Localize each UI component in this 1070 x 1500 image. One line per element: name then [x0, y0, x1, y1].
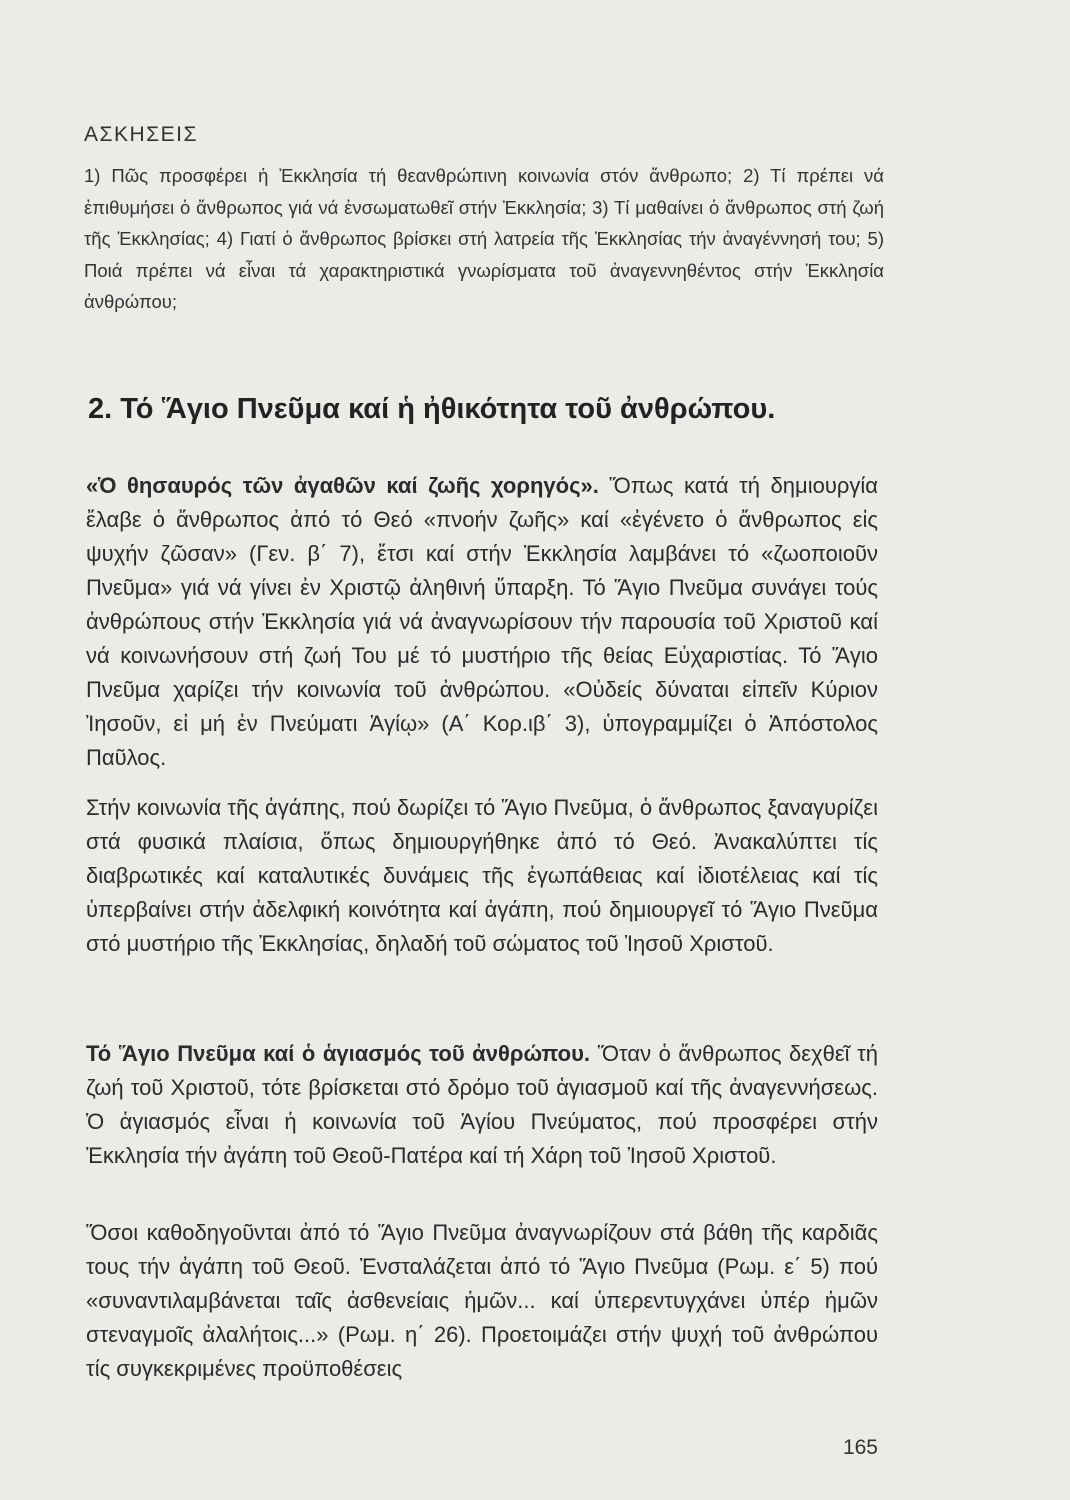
paragraph-2	[86, 791, 878, 961]
paragraph-3-lead: Τό Ἅγιο Πνεῦμα καί ὁ ἁγιασμός τοῦ ἀνθρώπου.	[86, 1041, 591, 1066]
exercises-questions	[84, 160, 884, 318]
paragraph-1-text: Ὅπως κατά τή δημιουργία ἔλαβε ὁ ἄνθρωπος ἀπό τό Θεό «πνοήν ζωῆς» καί «ἐγένετο ὁ ἄνθρωπος εἰς ψυχήν ζῶσαν» (Γεν. β΄ 7), ἔτσι καί στήν Ἐκκλησία λαμβάνει τό «ζωοποιοῦν Πνεῦμα» γιά νά γίνει ἐν Χριστῷ ἀληθινή ὕπαρξη. Τό Ἅγιο Πνεῦμα συνάγει τούς ἀνθρώπους στήν Ἐκκλησία γιά νά ἀναγνωρίσουν τήν παρουσία τοῦ Χριστοῦ καί νά κοινωνήσουν στή ζωή Του μέ τό μυστήριο τῆς θείας Εὐχαριστίας. Τό Ἅγιο Πνεῦμα χαρίζει τήν κοινωνία τοῦ ἀνθρώπου. «Οὐδείς δύναται εἰπεῖν Κύριον Ἰησοῦν, εἰ μή ἐν Πνεύματι Ἁγίῳ» (Α΄ Κορ.ιβ΄ 3), ὑπογραμμίζει ὁ Ἀπόστολος Παῦλος.	[86, 473, 878, 770]
paragraph-3-text: Ὅταν ὁ ἄνθρωπος δεχθεῖ τή ζωή τοῦ Χριστοῦ, τότε βρίσκεται στό δρόμο τοῦ ἁγιασμοῦ καί τῆς ἀναγεννήσεως. Ὁ ἁγιασμός εἶναι ἡ κοινωνία τοῦ Ἁγίου Πνεύματος, πού προσφέρει στήν Ἐκκλησία τήν ἀγάπη τοῦ Θεοῦ-Πατέρα καί τή Χάρη τοῦ Ἰησοῦ Χριστοῦ.	[86, 1041, 878, 1168]
paragraph-1	[86, 469, 878, 775]
section-title: 2. Τό Ἅγιο Πνεῦμα καί ἡ ἠθικότητα τοῦ ἀνθρώπου.	[88, 393, 776, 425]
exercises-text: 1) Πῶς προσφέρει ἡ Ἐκκλησία τή θεανθρώπινη κοινωνία στόν ἄνθρωπο; 2) Τί πρέπει νά ἐπιθυμήσει ὁ ἄνθρωπος γιά νά ἐνσωματωθεῖ στήν Ἐκκλησία; 3) Τί μαθαίνει ὁ ἄνθρωπος στή ζωή τῆς Ἐκκλησίας; 4) Γιατί ὁ ἄνθρωπος βρίσκει στή λατρεία τῆς Ἐκκλησίας τήν ἀναγέννησή του; 5) Ποιά πρέπει νά εἶναι τά χαρακτηριστικά γνωρίσματα τοῦ ἀναγεννηθέντος στήν Ἐκκλησία ἀνθρώπου;	[84, 165, 884, 312]
exercises-heading: ΑΣΚΗΣΕΙΣ	[84, 123, 198, 146]
paragraph-4-text: Ὅσοι καθοδηγοῦνται ἀπό τό Ἅγιο Πνεῦμα ἀναγνωρίζουν στά βάθη τῆς καρδιᾶς τους τήν ἀγάπη τοῦ Θεοῦ. Ἐνσταλάζεται ἀπό τό Ἅγιο Πνεῦμα (Ρωμ. ε΄ 5) πού «συναντιλαμβάνεται ταῖς ἀσθενείαις ἡμῶν... καί ὑπερεντυγχάνει ὑπέρ ἡμῶν στεναγμοῖς ἀλαλήτοις...» (Ρωμ. η΄ 26). Προετοιμάζει στήν ψυχή τοῦ ἀνθρώπου τίς συγκεκριμένες προϋποθέσεις	[86, 1220, 878, 1381]
page-number: 165	[842, 1436, 878, 1459]
paragraph-1-lead: «Ὁ θησαυρός τῶν ἀγαθῶν καί ζωῆς χορηγός».	[86, 473, 599, 498]
paragraph-4	[86, 1216, 878, 1386]
paragraph-2-text: Στήν κοινωνία τῆς ἀγάπης, πού δωρίζει τό Ἅγιο Πνεῦμα, ὁ ἄνθρωπος ξαναγυρίζει στά φυσικά πλαίσια, ὅπως δημιουργήθηκε ἀπό τό Θεό. Ἀνακαλύπτει τίς διαβρωτικές καί καταλυτικές δυνάμεις τῆς ἐγωπάθειας καί ἰδιοτέλειας καί τίς ὑπερβαίνει στήν ἀδελφική κοινότητα καί ἀγάπη, πού δημιουργεῖ τό Ἅγιο Πνεῦμα στό μυστήριο τῆς Ἐκκλησίας, δηλαδή τοῦ σώματος τοῦ Ἰησοῦ Χριστοῦ.	[86, 795, 878, 956]
paragraph-3	[86, 1037, 878, 1173]
